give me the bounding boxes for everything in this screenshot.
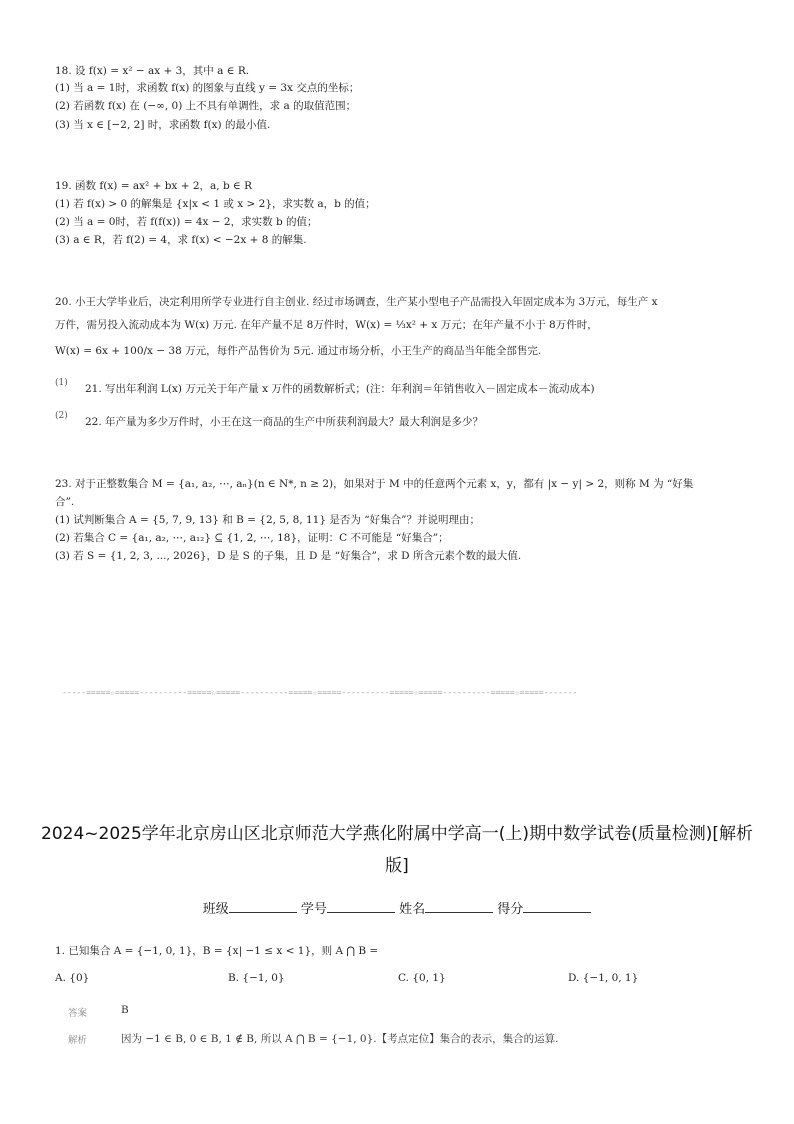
q19-stem: 19. 函数 f(x) = ax² + bx + 2，a, b ∈ R: [55, 180, 253, 192]
q18-stem: 18. 设 f(x) = x² − ax + 3，其中 a ∈ R.: [55, 65, 250, 77]
q20-sub2-number: (2): [55, 411, 68, 421]
student-id-blank[interactable]: [327, 900, 395, 913]
q23-part3: (3) 若 S = {1, 2, 3, ..., 2026}，D 是 S 的子集，且 D 是 “好集合”，求 D 所含元素个数的最大值.: [55, 550, 522, 562]
student-id-label: 学号: [300, 902, 327, 917]
q20-sub1-number: (1): [55, 378, 68, 388]
q20-line2: 万件，需另投入流动成本为 W(x) 万元. 在年产量不足 8万件时，W(x) = ⅓x² + x 万元；在年产量不小于 8万件时，: [55, 319, 598, 331]
section-divider: -----=====☆=====----------=====☆=====----------=====☆=====----------=====☆=====----------=====☆=====-------: [62, 688, 578, 697]
option-letter: C.: [398, 972, 409, 984]
q18-part2: (2) 若函数 f(x) 在 (−∞, 0) 上不具有单调性，求 a 的取值范围；: [55, 100, 357, 112]
class-blank[interactable]: [229, 900, 297, 913]
option-text: {0, 1}: [412, 972, 446, 984]
name-blank[interactable]: [425, 900, 493, 913]
q20-sub2-text: 22. 年产量为多少万件时，小王在这一商品的生产中所获利润最大？最大利润是多少？: [85, 416, 484, 428]
score-blank[interactable]: [523, 900, 591, 913]
q1-option-c: [398, 972, 446, 984]
q1-option-a: [55, 972, 89, 984]
class-label: 班级: [202, 902, 229, 917]
option-text: {0}: [69, 972, 90, 984]
q19-part2: (2) 当 a = 0时，若 f(f(x)) = 4x − 2，求实数 b 的值；: [55, 216, 318, 228]
q1-stem: 1. 已知集合 A = {−1, 0, 1}，B = {x| −1 ≤ x < 1}，则 A ⋂ B =: [55, 945, 379, 957]
option-letter: B.: [228, 972, 240, 984]
q23-line1: 23. 对于正整数集合 M = {a₁, a₂, ⋯, aₙ}(n ∈ N*, n ≥ 2)，如果对于 M 中的任意两个元素 x，y，都有 |x − y| > 2，则称 M 为 “好集: [55, 478, 694, 490]
q19-part1: (1) 若 f(x) > 0 的解集是 {x|x < 1 或 x > 2}，求实数 a，b 的值；: [55, 198, 376, 210]
analysis-label: 解析: [68, 1035, 88, 1046]
q20-sub1-text: 21. 写出年利润 L(x) 万元关于年产量 x 万件的函数解析式；(注：年利润＝年销售收入－固定成本－流动成本): [85, 383, 595, 395]
answer-label: 答案: [68, 1008, 88, 1019]
option-letter: A.: [55, 972, 66, 984]
student-info-fields: [0, 898, 794, 917]
option-letter: D.: [568, 972, 580, 984]
exam-title-line2: 版]: [385, 856, 409, 876]
score-label: 得分: [497, 902, 524, 917]
q23-part1: (1) 试判断集合 A = {5, 7, 9, 13} 和 B = {2, 5, 8, 11} 是否为 “好集合”？并说明理由；: [55, 514, 480, 526]
q19-part3: (3) a ∈ R，若 f(2) = 4，求 f(x) < −2x + 8 的解集.: [55, 234, 307, 246]
analysis-text: 因为 −1 ∈ B, 0 ∈ B, 1 ∉ B, 所以 A ⋂ B = {−1, 0}.【考点定位】集合的表示，集合的运算.: [121, 1033, 559, 1045]
name-label: 姓名: [399, 902, 426, 917]
exam-title-line1: 2024~2025学年北京房山区北京师范大学燕化附属中学高一(上)期中数学试卷(质量检测)[解析: [41, 824, 753, 844]
q18-part3: (3) 当 x ∈ [−2, 2] 时，求函数 f(x) 的最小值.: [55, 119, 271, 131]
q20-line3: W(x) = 6x + 100/x − 38 万元，每件产品售价为 5元. 通过市场分析，小王生产的商品当年能全部售完.: [55, 345, 542, 357]
q1-option-b: [228, 972, 285, 984]
q23-part2: (2) 若集合 C = {a₁, a₂, ⋯, a₁₂} ⊆ {1, 2, ⋯, 18}，证明：C 不可能是 “好集合”；: [55, 532, 449, 544]
q1-option-d: [568, 972, 638, 984]
option-text: {−1, 0}: [242, 972, 285, 984]
option-text: {−1, 0, 1}: [582, 972, 639, 984]
q20-line1: 20. 小王大学毕业后，决定利用所学专业进行自主创业. 经过市场调查，生产某小型电子产品需投入年固定成本为 3万元，每生产 x: [55, 296, 658, 308]
q18-part1: (1) 当 a = 1时，求函数 f(x) 的图象与直线 y = 3x 交点的坐标；: [55, 82, 360, 94]
answer-value: B: [121, 1004, 129, 1016]
q23-line2: 合”.: [55, 496, 75, 508]
